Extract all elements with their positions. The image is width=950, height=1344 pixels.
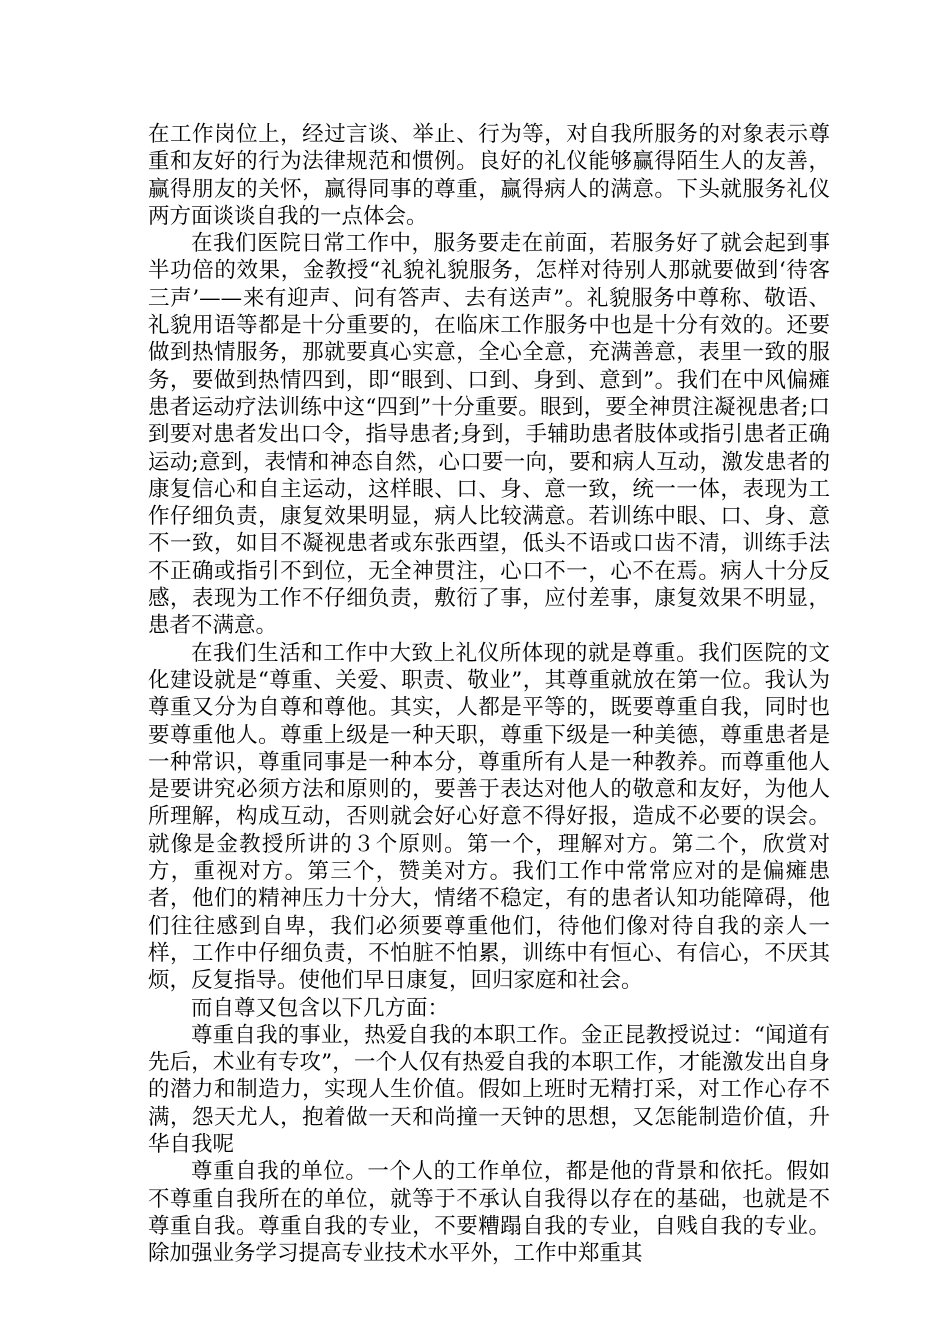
- paragraph-6: 尊重自我的单位。一个人的工作单位，都是他的背景和依托。假如不尊重自我所在的单位，就等于不承认自我得以存在的基础，也就是不尊重自我。尊重自我的专业，不要糟蹋自我的专业，自贱自我的专业。除加强业务学习提高专业技术水平外，工作中郑重其: [148, 1159, 830, 1267]
- paragraph-5: 尊重自我的事业，热爱自我的本职工作。金正昆教授说过：“闻道有先后，术业有专攻”，一个人仅有热爱自我的本职工作，才能激发出自身的潜力和制造力，实现人生价值。假如上班时无精打采，对工作心存不满，怨天尤人，抱着做一天和尚撞一天钟的思想，又怎能制造价值，升华自我呢: [148, 1022, 830, 1157]
- paragraph-1: 在工作岗位上，经过言谈、举止、行为等，对自我所服务的对象表示尊重和友好的行为法律规范和惯例。良好的礼仪能够赢得陌生人的友善，赢得朋友的关怀，赢得同事的尊重，赢得病人的满意。下头就服务礼仪两方面谈谈自我的一点体会。: [148, 122, 830, 229]
- paragraph-3: 在我们生活和工作中大致上礼仪所体现的就是尊重。我们医院的文化建设就是“尊重、关爱、职责、敬业”，其尊重就放在第一位。我认为尊重又分为自尊和尊他。其实，人都是平等的，既要尊重自我，同时也要尊重他人。尊重上级是一种天职，尊重下级是一种美德，尊重患者是一种常识，尊重同事是一种本分，尊重所有人是一种教养。而尊重他人是要讲究必须方法和原则的，要善于表达对他人的敬意和友好，为他人所理解，构成互动，否则就会好心好意不得好报，造成不必要的误会。就像是金教授所讲的３个原则。第一个，理解对方。第二个，欣赏对方，重视对方。第三个，赞美对方。我们工作中常常应对的是偏瘫患者，他们的精神压力十分大，情绪不稳定，有的患者认知功能障碍，他们往往感到自卑，我们必须要尊重他们，待他们像对待自我的亲人一样，工作中仔细负责，不怕脏不怕累，训练中有恒心、有信心，不厌其烦，反复指导。使他们早日康复，回归家庭和社会。: [148, 640, 830, 994]
- paragraph-4: 而自尊又包含以下几方面：: [191, 995, 450, 1021]
- document-page: [148, 121, 830, 1267]
- paragraph-2: 在我们医院日常工作中，服务要走在前面，若服务好了就会起到事半功倍的效果，金教授“礼貌礼貌服务，怎样对待别人那就要做到‘待客三声’——来有迎声、问有答声、去有送声”。礼貌服务中尊称、敬语、礼貌用语等都是十分重要的，在临床工作服务中也是十分有效的。还要做到热情服务，那就要真心实意，全心全意，充满善意，表里一致的服务，要做到热情四到，即“眼到、口到、身到、意到”。我们在中风偏瘫患者运动疗法训练中这“四到”十分重要。眼到，要全神贯注凝视患者;口到要对患者发出口令，指导患者;身到，手辅助患者肢体或指引患者正确运动;意到，表情和神态自然，心口要一向，要和病人互动，激发患者的康复信心和自主运动，这样眼、口、身、意一致，统一一体，表现为工作仔细负责，康复效果明显，病人比较满意。若训练中眼、口、身、意不一致，如目不凝视患者或东张西望，低头不语或口齿不清，训练手法不正确或指引不到位，无全神贯注，心口不一，心不在焉。病人十分反感，表现为工作不仔细负责，敷衍了事，应付差事，康复效果不明显，患者不满意。: [148, 231, 830, 639]
